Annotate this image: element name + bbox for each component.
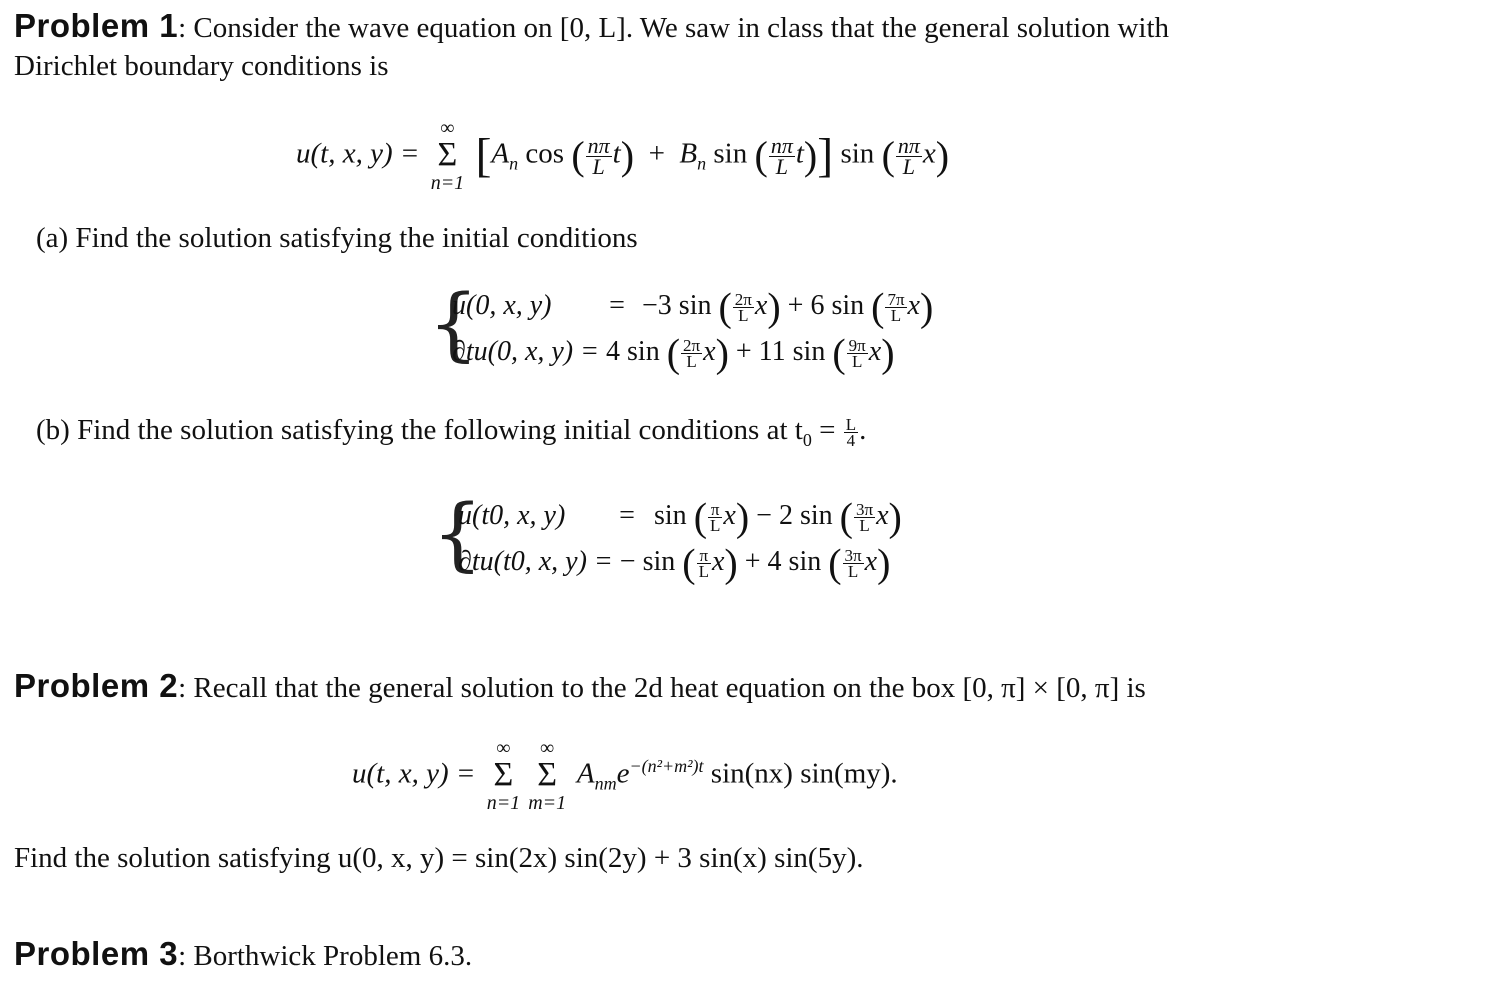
part-b-system: [458, 494, 902, 585]
fraction: $\frac{2\pi}{L}$: [683, 335, 701, 371]
part-a-row2: ∂tu(0, x, y) = 4 sin ( $\frac{2\pi}{L}$ x) + 11 sin ( $\frac{9\pi}{L}$ x): [452, 330, 895, 376]
fraction: $\frac{2\pi}{L}$: [734, 290, 752, 326]
fraction: $\frac{n\pi}{L}$: [897, 132, 920, 179]
problem2-condition: u(0, x, y) = sin(2x) sin(2y) + 3 sin(x) sin(5y).: [337, 842, 864, 874]
fraction: $\frac{n\pi}{L}$: [587, 132, 610, 179]
heat-lhs: u(t, x, y) =: [352, 757, 476, 790]
fraction: $\frac{\pi}{L}$: [698, 545, 709, 581]
heat-sum-m: ∞ Σ m=1: [528, 737, 567, 814]
left-brace: {: [428, 277, 479, 370]
wave-sum: [431, 118, 465, 194]
coef-a: A: [491, 137, 510, 170]
problem1-intro-text: : Consider the wave equation on [0, L]. We saw in class that the general solution with: [178, 12, 1170, 44]
part-a-label: (a) Find the solution satisfying the initial conditions: [36, 222, 638, 254]
part-b-row1: u(t0, x, y) = sin ( $\frac{\pi}{L}$ x) − 2 sin ( $\frac{3\pi}{L}$ x): [458, 494, 902, 540]
wave-general-solution: u(t, x, y) = ∞ Σ n=1 [$A_n$ cos ( $\frac{n\pi}{L}$ $t) + B_n$ sin ( $\frac{n\pi}{L}$ t)] sin ( $\frac{n\pi}{L}$ x): [296, 117, 950, 194]
fraction: $\frac{n\pi}{L}$: [770, 132, 793, 179]
sigma-symbol: Σ: [437, 136, 458, 173]
heat-general-solution: u(t, x, y) = ∞ Σ n=1 ∞ Σ m=1 $A_{nm}e^{-(n^2+m^2)t}$ sin(nx) sin(my).: [352, 737, 898, 814]
left-brace: {: [432, 487, 483, 580]
problem1-intro-line2: Dirichlet boundary conditions is: [14, 50, 389, 82]
problem3: Problem 3: Borthwick Problem 6.3.: [14, 935, 473, 972]
fraction: $\frac{3\pi}{L}$: [844, 545, 862, 581]
fraction: $\frac{\pi}{L}$: [710, 500, 721, 536]
problem2-title: Problem 2: [14, 667, 179, 704]
problem1-intro-line1: [14, 8, 1169, 46]
part-b-label: (b) Find the solution satisfying the following initial conditions at $t_0$ = $\frac{L}{4}$ .: [36, 414, 867, 450]
fraction: $\frac{3\pi}{L}$: [855, 500, 874, 536]
fraction: $\frac{7\pi}{L}$: [887, 290, 905, 326]
part-a-row1: u(0, x, y) = −3 sin ( $\frac{2\pi}{L}$ x) + 6 sin ( $\frac{7\pi}{L}$ x): [452, 284, 934, 330]
coef-b: B: [679, 137, 698, 170]
problem1-title: Problem 1: [14, 7, 179, 44]
fraction: $\frac{L}{4}$: [845, 414, 857, 450]
wave-lhs: u(t, x, y) =: [296, 137, 420, 170]
problem2-intro: Problem 2: Recall that the general solution to the 2d heat equation on the box [0, π] × [0, π] is: [14, 667, 1146, 704]
problem3-title: Problem 3: [14, 935, 179, 972]
fraction: $\frac{9\pi}{L}$: [848, 335, 866, 371]
wave-sum-lower: n=1: [430, 172, 465, 194]
problem2-find: Find the solution satisfying u(0, x, y) = sin(2x) sin(2y) + 3 sin(x) sin(5y).: [14, 842, 864, 874]
wave-sum-upper: ∞: [440, 117, 455, 139]
part-a-system: [452, 284, 933, 375]
sigma-symbol: Σ: [493, 756, 514, 793]
part-b-row2: ∂tu(t0, x, y) = − sin ( $\frac{\pi}{L}$ x) + 4 sin ( $\frac{3\pi}{L}$ x): [458, 540, 891, 586]
sigma-symbol: Σ: [537, 756, 558, 793]
heat-sum-n: ∞ Σ n=1: [486, 737, 521, 814]
